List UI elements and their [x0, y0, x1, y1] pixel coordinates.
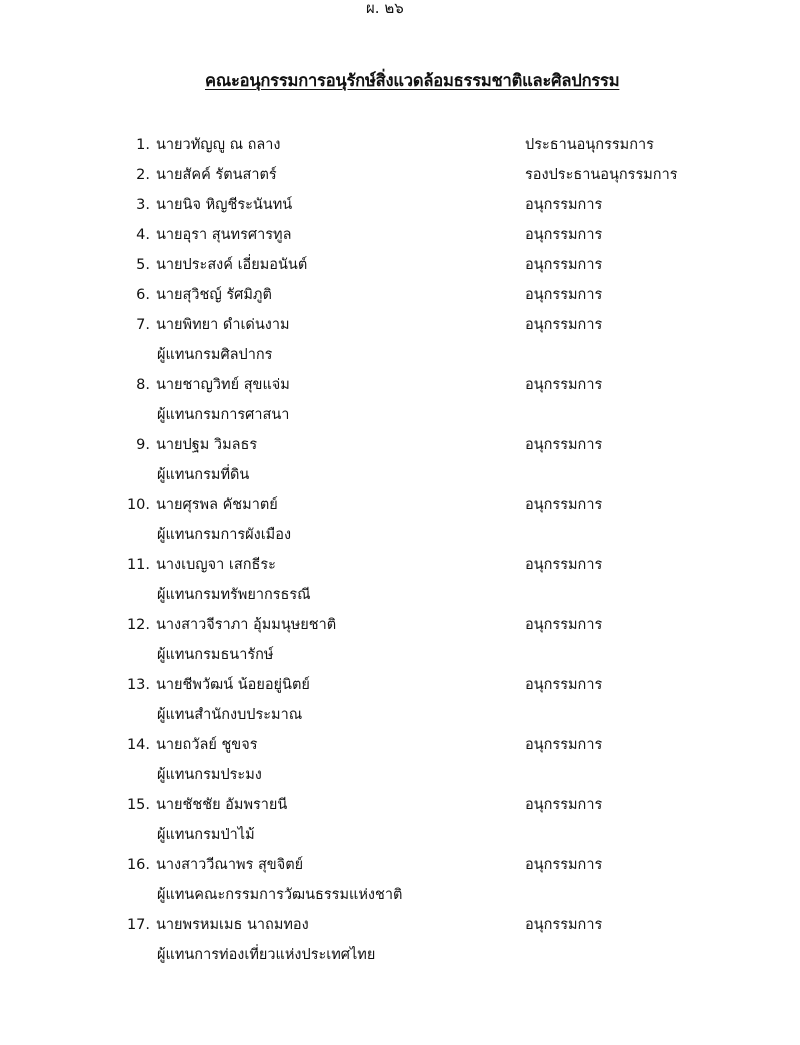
member-line [0, 850, 800, 880]
member-line [0, 670, 800, 700]
member-role: อนุกรรมการ [525, 617, 603, 633]
member-name: นายพรหมเมธ นาถมทอง [156, 917, 309, 933]
member-representation-line [0, 400, 800, 430]
member-representing: ผู้แทนกรมประมง [157, 767, 262, 783]
member-entry [0, 280, 800, 310]
member-representation-line [0, 580, 800, 610]
member-name: นายประสงค์ เอี่ยมอนันต์ [156, 257, 308, 273]
member-name: นางเบญจา เสกธีระ [156, 557, 276, 573]
member-role: อนุกรรมการ [525, 557, 603, 573]
member-number: 2. [136, 167, 150, 183]
member-number: 12. [126, 617, 150, 633]
committee-member-list [0, 130, 800, 970]
member-line [0, 610, 800, 640]
member-name: นายศุรพล คัชมาตย์ [156, 497, 278, 513]
member-number: 16. [126, 857, 150, 873]
member-role: อนุกรรมการ [525, 287, 603, 303]
member-role: อนุกรรมการ [525, 917, 603, 933]
member-entry [0, 130, 800, 160]
member-representation-line [0, 520, 800, 550]
member-name: นายอุรา สุนทรศารทูล [156, 227, 292, 243]
member-representation-line [0, 460, 800, 490]
member-line [0, 250, 800, 280]
member-line [0, 160, 800, 190]
member-line [0, 310, 800, 340]
member-representing: ผู้แทนกรมการผังเมือง [157, 527, 292, 543]
member-name: นายสุวิชญ์ รัศมิภูติ [156, 287, 272, 303]
member-number: 9. [136, 437, 150, 453]
member-representation-line [0, 880, 800, 910]
member-line [0, 370, 800, 400]
member-number: 15. [126, 797, 150, 813]
member-number: 11. [126, 557, 150, 573]
page-number: ผ. ๒๖ [366, 0, 404, 17]
member-name: นายพิทยา ดำเด่นงาม [156, 317, 290, 333]
member-entry [0, 190, 800, 220]
member-role: อนุกรรมการ [525, 197, 603, 213]
member-representing: ผู้แทนสำนักงบประมาณ [157, 707, 303, 723]
member-representation-line [0, 820, 800, 850]
member-entry [0, 370, 800, 430]
member-role: อนุกรรมการ [525, 497, 603, 513]
member-line [0, 280, 800, 310]
document-title: คณะอนุกรรมการอนุรักษ์สิ่งแวดล้อมธรรมชาติและศิลปกรรม [205, 71, 620, 90]
member-role: รองประธานอนุกรรมการ [525, 167, 678, 183]
member-representation-line [0, 760, 800, 790]
member-line [0, 490, 800, 520]
member-representation-line [0, 640, 800, 670]
member-representing: ผู้แทนกรมการศาสนา [157, 407, 290, 423]
member-entry [0, 790, 800, 850]
member-role: อนุกรรมการ [525, 437, 603, 453]
member-number: 7. [136, 317, 150, 333]
member-role: ประธานอนุกรรมการ [525, 137, 654, 153]
member-entry [0, 850, 800, 910]
member-entry [0, 610, 800, 670]
member-line [0, 430, 800, 460]
member-representation-line [0, 340, 800, 370]
member-name: นายชาญวิทย์ สุขแจ่ม [156, 377, 290, 393]
member-line [0, 130, 800, 160]
member-line [0, 220, 800, 250]
member-role: อนุกรรมการ [525, 317, 603, 333]
member-number: 6. [136, 287, 150, 303]
member-name: นางสาวจีราภา อุ้มมนุษยชาติ [156, 617, 337, 633]
member-number: 5. [136, 257, 150, 273]
member-role: อนุกรรมการ [525, 227, 603, 243]
member-representing: ผู้แทนกรมทรัพยากรธรณี [157, 587, 311, 603]
member-entry [0, 670, 800, 730]
member-number: 8. [136, 377, 150, 393]
member-entry [0, 160, 800, 190]
member-number: 4. [136, 227, 150, 243]
member-entry [0, 490, 800, 550]
member-entry [0, 220, 800, 250]
member-name: นายสัคค์ รัตนสาตร์ [156, 167, 277, 183]
member-name: นายชีพวัฒน์ น้อยอยู่นิตย์ [156, 677, 310, 693]
member-number: 1. [136, 137, 150, 153]
member-line [0, 910, 800, 940]
member-representation-line [0, 940, 800, 970]
member-role: อนุกรรมการ [525, 257, 603, 273]
member-name: นายปฐม วิมลธร [156, 437, 258, 453]
member-name: นายชัชชัย อัมพรายนี [156, 797, 288, 813]
member-role: อนุกรรมการ [525, 857, 603, 873]
member-name: นายถวัลย์ ชูขจร [156, 737, 258, 753]
member-entry [0, 730, 800, 790]
member-line [0, 550, 800, 580]
member-name: นางสาววีณาพร สุขจิตย์ [156, 857, 304, 873]
member-representing: ผู้แทนกรมธนารักษ์ [157, 647, 274, 663]
member-line [0, 190, 800, 220]
member-line [0, 790, 800, 820]
member-entry [0, 430, 800, 490]
member-representing: ผู้แทนคณะกรรมการวัฒนธรรมแห่งชาติ [157, 887, 403, 903]
member-entry [0, 250, 800, 280]
member-entry [0, 910, 800, 970]
member-name: นายวทัญญู ณ ถลาง [156, 137, 281, 153]
member-role: อนุกรรมการ [525, 737, 603, 753]
member-number: 3. [136, 197, 150, 213]
member-number: 14. [126, 737, 150, 753]
member-role: อนุกรรมการ [525, 797, 603, 813]
member-representing: ผู้แทนกรมศิลปากร [157, 347, 273, 363]
member-entry [0, 310, 800, 370]
member-number: 13. [126, 677, 150, 693]
member-entry [0, 550, 800, 610]
member-role: อนุกรรมการ [525, 677, 603, 693]
member-representing: ผู้แทนการท่องเที่ยวแห่งประเทศไทย [157, 947, 376, 963]
member-role: อนุกรรมการ [525, 377, 603, 393]
member-representing: ผู้แทนกรมที่ดิน [157, 467, 250, 483]
member-name: นายนิจ หิญชีระนันทน์ [156, 197, 293, 213]
member-number: 10. [126, 497, 150, 513]
member-line [0, 730, 800, 760]
member-representation-line [0, 700, 800, 730]
member-representing: ผู้แทนกรมป่าไม้ [157, 827, 255, 843]
member-number: 17. [126, 917, 150, 933]
